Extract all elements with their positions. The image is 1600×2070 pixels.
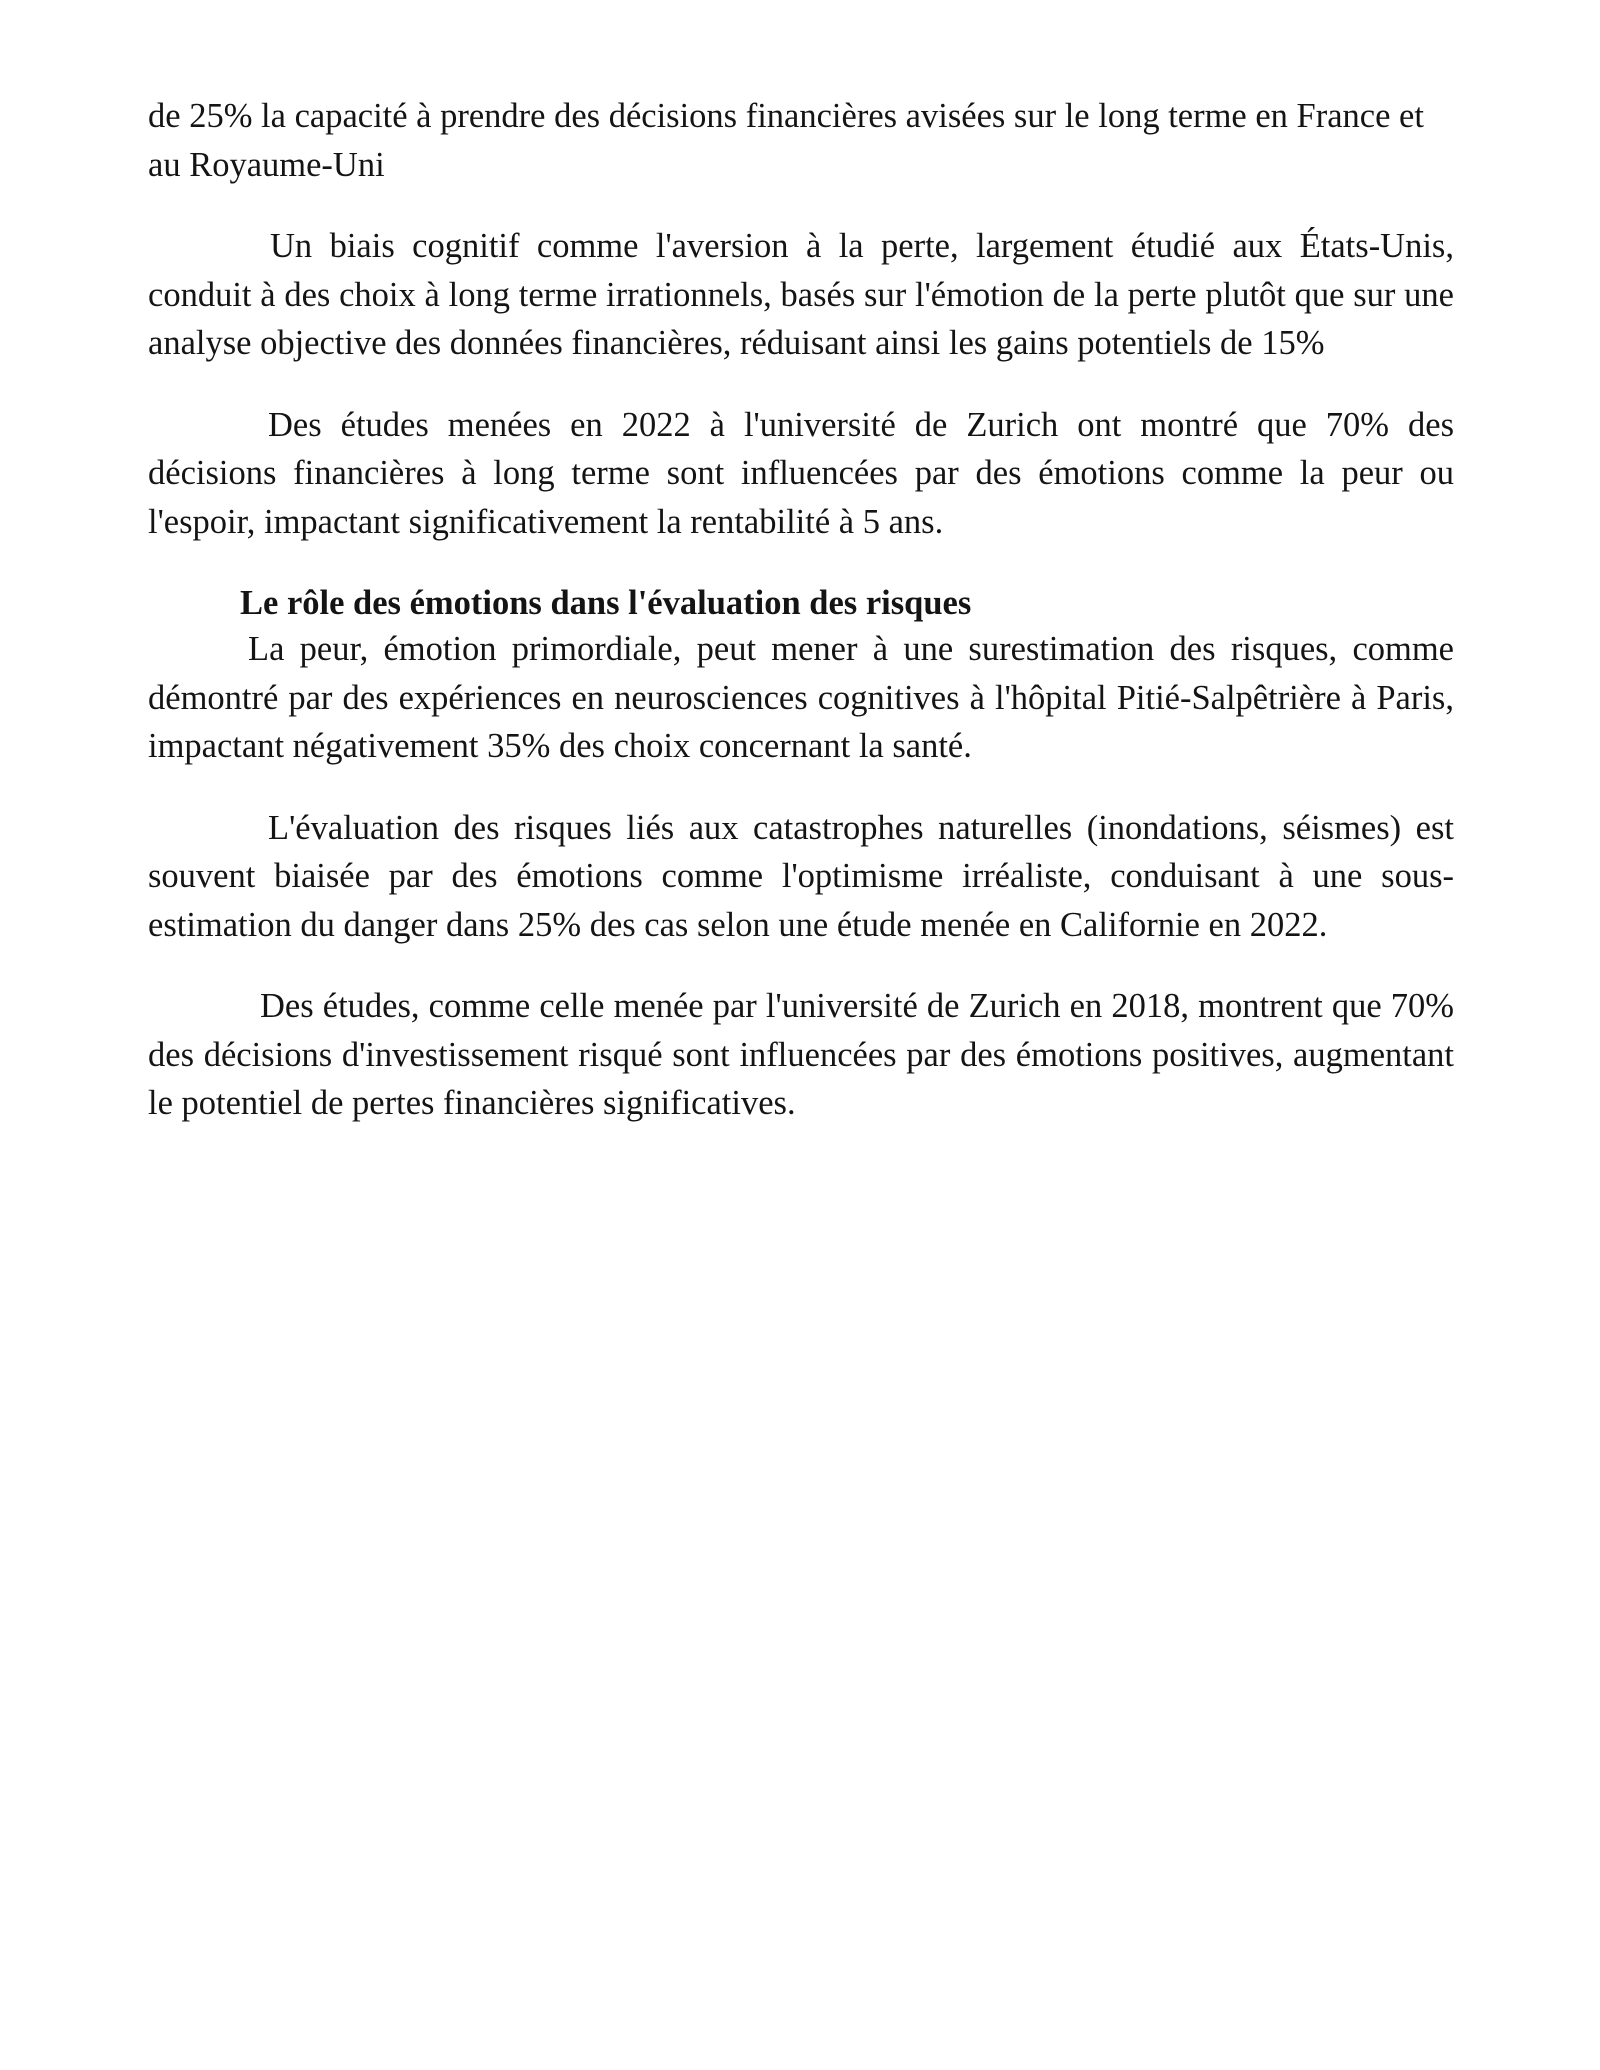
paragraph-continued: de 25% la capacité à prendre des décisions financières avisées sur le long terme en France et au Royaume-Uni [148,97,1424,184]
paragraph-natural-disasters: L'évaluation des risques liés aux catastrophes naturelles (inondations, séismes) est souvent biaisée par des émotions comme l'optimisme irréaliste, conduisant à une sous-estimation du danger dans 25% des cas selon une étude menée en Californie en 2022. [148,808,1454,944]
document-body [148,92,1454,1161]
paragraph-zurich-2022: Des études menées en 2022 à l'université de Zurich ont montré que 70% des décisions financières à long terme sont influencées par des émotions comme la peur ou l'espoir, impactant significativement la rentabilité à 5 ans. [148,405,1454,541]
section-heading: Le rôle des émotions dans l'évaluation des risques [240,584,972,622]
paragraph-zurich-2018: Des études, comme celle menée par l'université de Zurich en 2018, montrent que 70% des décisions d'investissement risqué sont influencées par des émotions positives, augmentant le potentiel de pertes financières significatives. [148,987,1454,1122]
paragraph-fear: La peur, émotion primordiale, peut mener à une surestimation des risques, comme démontré par des expériences en neurosciences cognitives à l'hôpital Pitié-Salpêtrière à Paris, impactant négativement 35% des choix concernant la santé. [148,630,1454,765]
paragraph-loss-aversion: Un biais cognitif comme l'aversion à la perte, largement étudié aux États-Unis, conduit à des choix à long terme irrationnels, basés sur l'émotion de la perte plutôt que sur une analyse objective des données financières, réduisant ainsi les gains potentiels de 15% [148,227,1454,362]
